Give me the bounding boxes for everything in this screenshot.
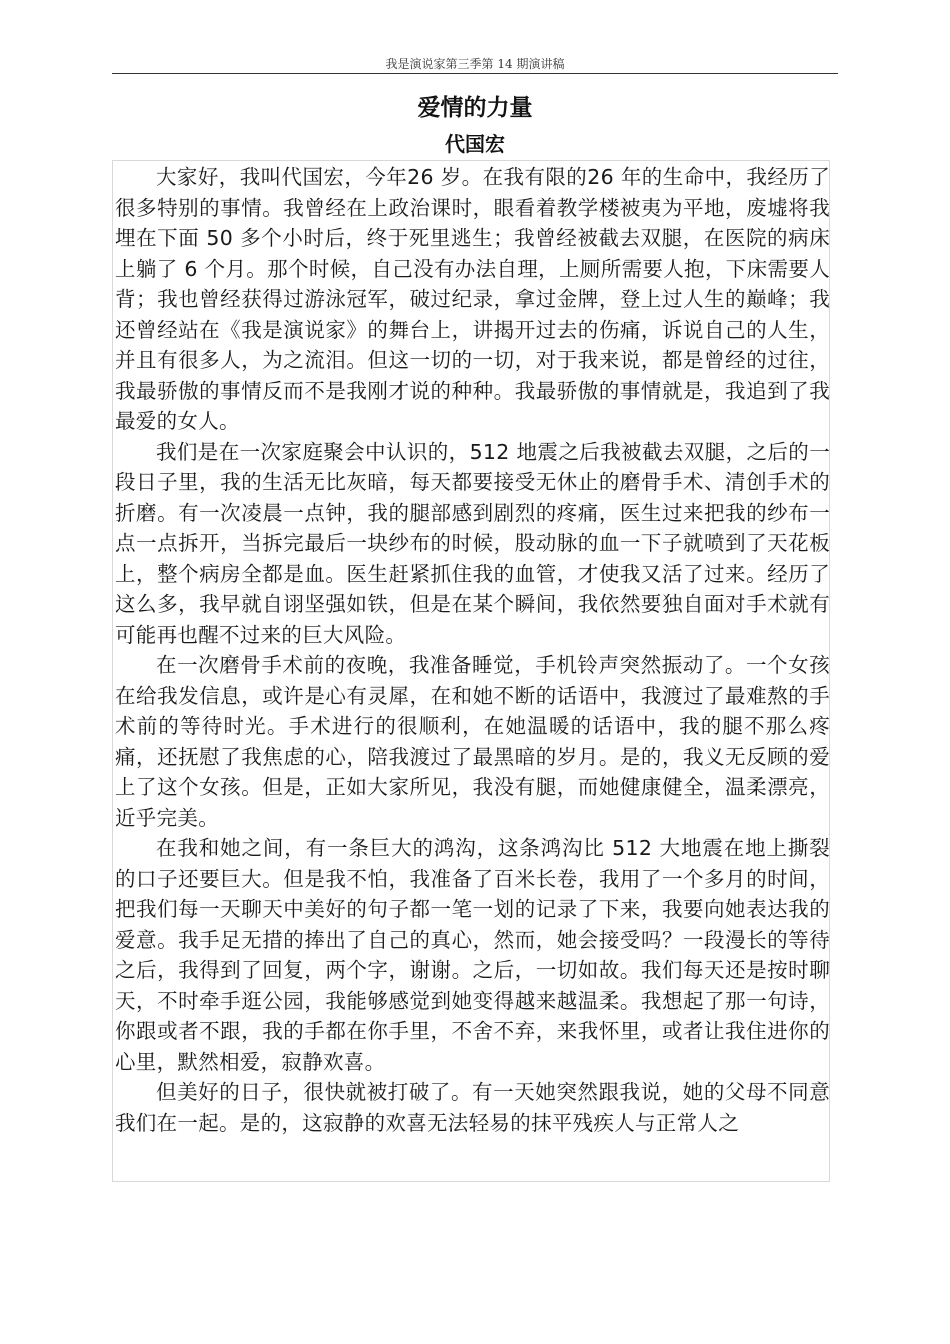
body-text (115, 162, 830, 1138)
paragraph: 但美好的日子，很快就被打破了。有一天她突然跟我说，她的父母不同意我们在一起。是的，这寂静的欢喜无法轻易的抹平残疾人与正常人之 (115, 1080, 830, 1135)
paragraph: 在我和她之间，有一条巨大的鸿沟，这条鸿沟比 512 大地震在地上撕裂的口子还要巨大。但是我不怕，我准备了百米长卷，我用了一个多月的时间，把我们每一天聊天中美好的句子都一笔一划的记录了下来，我要向她表达我的爱意。我手足无措的捧出了自己的真心，然而，她会接受吗？一段漫长的等待之后，我得到了回复，两个字，谢谢。之后，一切如故。我们每天还是按时聊天，不时牵手逛公园，我能够感觉到她变得越来越温柔。我想起了那一句诗，你跟或者不跟，我的手都在你手里，不舍不弃，来我怀里，或者让我住进你的心里，默然相爱，寂静欢喜。 (115, 836, 830, 1074)
header-rule (112, 73, 838, 74)
paragraph: 我们是在一次家庭聚会中认识的，512 地震之后我被截去双腿，之后的一段日子里，我的生活无比灰暗，每天都要接受无休止的磨骨手术、清创手术的折磨。有一次凌晨一点钟，我的腿部感到剧烈的疼痛，医生过来把我的纱布一点一点拆开，当拆完最后一块纱布的时候，股动脉的血一下子就喷到了天花板上，整个病房全都是血。医生赶紧抓住我的血管，才使我又活了过来。经历了这么多，我早就自诩坚强如铁，但是在某个瞬间，我依然要独自面对手术就有可能再也醒不过来的巨大风险。 (115, 439, 830, 647)
document-author: 代国宏 (445, 132, 505, 156)
paragraph: 在一次磨骨手术前的夜晚，我准备睡觉，手机铃声突然振动了。一个女孩在给我发信息，或许是心有灵犀，在和她不断的话语中，我渡过了最难熬的手术前的等待时光。手术进行的很顺利，在她温暖的话语中，我的腿不那么疼痛，还抚慰了我焦虑的心，陪我渡过了最黑暗的岁月。是的，我义无反顾的爱上了这个女孩。但是，正如大家所见，我没有腿，而她健康健全，温柔漂亮，近乎完美。 (115, 653, 830, 830)
paragraph: 大家好，我叫代国宏，今年26 岁。在我有限的26 年的生命中，我经历了很多特别的事情。我曾经在上政治课时，眼看着教学楼被夷为平地，废墟将我埋在下面 50 多个小时后，终于死里逃生；我曾经被截去双腿，在医院的病床上躺了 6 个月。那个时候，自己没有办法自理，上厕所需要人抱，下床需要人背；我也曾经获得过游泳冠军，破过纪录，拿过金牌，登上过人生的巅峰；我还曾经站在《我是演说家》的舞台上，讲揭开过去的伤痛，诉说自己的人生，并且有很多人，为之流泪。但这一切的一切，对于我来说，都是曾经的过往，我最骄傲的事情反而不是我刚才说的种种。我最骄傲的事情就是，我追到了我最爱的女人。 (115, 165, 830, 433)
document-title: 爱情的力量 (417, 95, 533, 121)
running-header: 我是演说家第三季第 14 期演讲稿 (385, 57, 565, 71)
